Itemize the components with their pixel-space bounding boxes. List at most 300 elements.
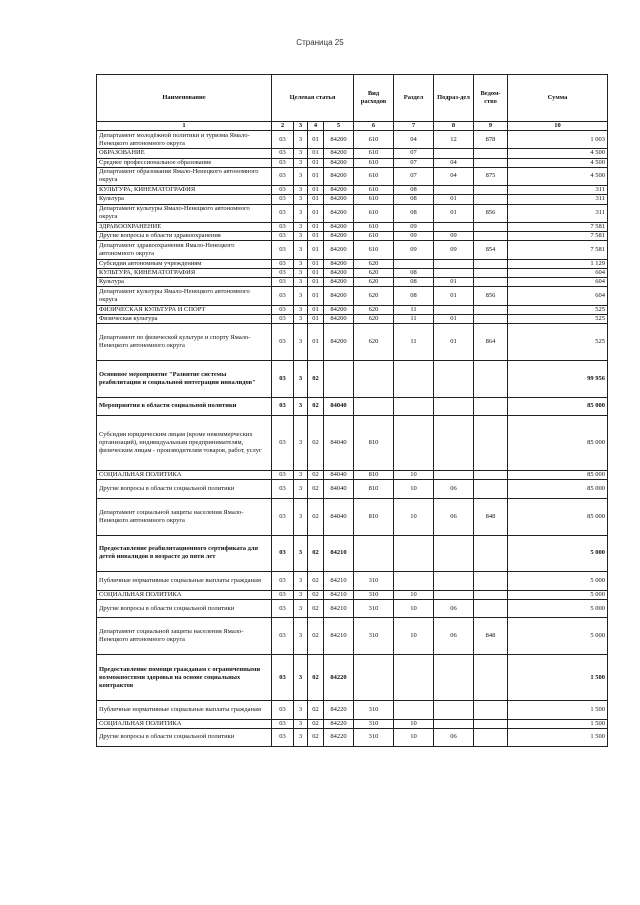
- cell-direction: 84200: [324, 158, 354, 167]
- cell-sum: 604: [508, 278, 608, 287]
- cell-direction: 84200: [324, 305, 354, 314]
- cell-department: 848: [474, 498, 508, 535]
- cell-expense-type: 620: [354, 268, 394, 277]
- cell-expense-type: 810: [354, 416, 394, 471]
- cell-department: 875: [474, 167, 508, 185]
- cell-activity: 01: [308, 204, 324, 222]
- cell-sum: 1 003: [508, 131, 608, 149]
- cell-sum: 99 956: [508, 360, 608, 397]
- cell-subprogram: 3: [294, 416, 308, 471]
- cell-program: 03: [272, 535, 294, 572]
- cell-activity: 01: [308, 158, 324, 167]
- cell-subsection: [434, 471, 474, 480]
- cell-direction: 84200: [324, 149, 354, 158]
- cell-section: [394, 416, 434, 471]
- cell-department: 856: [474, 287, 508, 305]
- cell-name: Предоставление реабилитационного сертификата для детей инвалидов в возрасте до пяти лет: [97, 535, 272, 572]
- cell-subprogram: 3: [294, 278, 308, 287]
- cell-program: 03: [272, 131, 294, 149]
- cell-subprogram: 3: [294, 599, 308, 617]
- cell-subsection: [434, 222, 474, 231]
- cell-subsection: 01: [434, 204, 474, 222]
- cell-section: 09: [394, 241, 434, 259]
- cell-sum: 525: [508, 305, 608, 314]
- cell-name: Другие вопросы в области социальной политики: [97, 599, 272, 617]
- cell-sum: 1 500: [508, 728, 608, 746]
- header-section: Раздел: [394, 75, 434, 122]
- col-number: 2: [272, 122, 294, 131]
- cell-expense-type: 610: [354, 195, 394, 204]
- cell-subprogram: 3: [294, 186, 308, 195]
- table-row: [97, 195, 608, 204]
- cell-name: Среднее профессиональное образование: [97, 158, 272, 167]
- table-row: [97, 416, 608, 471]
- cell-subsection: 06: [434, 480, 474, 498]
- cell-activity: 01: [308, 268, 324, 277]
- cell-sum: 5 000: [508, 535, 608, 572]
- cell-subprogram: 3: [294, 204, 308, 222]
- cell-direction: 84040: [324, 498, 354, 535]
- cell-section: 08: [394, 186, 434, 195]
- cell-department: [474, 305, 508, 314]
- cell-program: 03: [272, 241, 294, 259]
- cell-department: [474, 314, 508, 323]
- cell-program: 03: [272, 204, 294, 222]
- cell-subprogram: 3: [294, 728, 308, 746]
- cell-expense-type: [354, 655, 394, 701]
- col-number: 8: [434, 122, 474, 131]
- cell-program: 03: [272, 167, 294, 185]
- cell-direction: 84040: [324, 471, 354, 480]
- cell-section: [394, 572, 434, 590]
- cell-sum: 85 000: [508, 416, 608, 471]
- cell-direction: 84200: [324, 167, 354, 185]
- cell-program: 03: [272, 186, 294, 195]
- table-row: [97, 222, 608, 231]
- cell-subprogram: 3: [294, 149, 308, 158]
- table-row: [97, 259, 608, 268]
- cell-subprogram: 3: [294, 572, 308, 590]
- cell-program: 03: [272, 259, 294, 268]
- cell-name: Департамент молодёжной политики и туризма Ямало-Ненецкого автономного округа: [97, 131, 272, 149]
- cell-expense-type: 810: [354, 480, 394, 498]
- cell-sum: 85 000: [508, 471, 608, 480]
- table-row: [97, 471, 608, 480]
- cell-subprogram: 3: [294, 701, 308, 719]
- cell-expense-type: 610: [354, 186, 394, 195]
- table-row: [97, 287, 608, 305]
- cell-activity: 01: [308, 259, 324, 268]
- cell-activity: 02: [308, 618, 324, 655]
- cell-program: 03: [272, 158, 294, 167]
- cell-department: [474, 655, 508, 701]
- cell-department: 848: [474, 618, 508, 655]
- table-row: [97, 360, 608, 397]
- cell-department: [474, 278, 508, 287]
- cell-section: [394, 259, 434, 268]
- table-row: [97, 535, 608, 572]
- cell-expense-type: 620: [354, 278, 394, 287]
- table-row: [97, 149, 608, 158]
- cell-department: [474, 535, 508, 572]
- cell-name: ФИЗИЧЕСКАЯ КУЛЬТУРА И СПОРТ: [97, 305, 272, 314]
- cell-subprogram: 3: [294, 314, 308, 323]
- cell-direction: 84200: [324, 232, 354, 241]
- cell-program: 03: [272, 397, 294, 415]
- budget-table: [96, 74, 608, 747]
- cell-expense-type: 610: [354, 222, 394, 231]
- cell-name: Департамент по физической культуре и спорту Ямало-Ненецкого автономного округа: [97, 324, 272, 361]
- col-number: 4: [308, 122, 324, 131]
- cell-subprogram: 3: [294, 195, 308, 204]
- cell-program: 03: [272, 719, 294, 728]
- cell-name: Предоставление помощи гражданам с ограниченными возможностями здоровья на основе социальных контрактов: [97, 655, 272, 701]
- cell-program: 03: [272, 287, 294, 305]
- table-row: [97, 480, 608, 498]
- cell-expense-type: 610: [354, 158, 394, 167]
- cell-direction: 84200: [324, 222, 354, 231]
- cell-expense-type: 310: [354, 728, 394, 746]
- cell-direction: 84220: [324, 655, 354, 701]
- cell-name: Субсидии автономным учреждениям: [97, 259, 272, 268]
- cell-program: 03: [272, 480, 294, 498]
- cell-program: 03: [272, 324, 294, 361]
- table-row: [97, 204, 608, 222]
- cell-direction: 84210: [324, 599, 354, 617]
- cell-sum: 7 581: [508, 232, 608, 241]
- cell-name: Другие вопросы в области здравоохранения: [97, 232, 272, 241]
- cell-section: 10: [394, 719, 434, 728]
- cell-program: 03: [272, 498, 294, 535]
- cell-section: 10: [394, 618, 434, 655]
- cell-direction: 84200: [324, 314, 354, 323]
- cell-subsection: [434, 268, 474, 277]
- cell-expense-type: 610: [354, 204, 394, 222]
- table-row: [97, 268, 608, 277]
- cell-direction: 84210: [324, 535, 354, 572]
- cell-name: Департамент здравоохранения Ямало-Ненецкого автономного округа: [97, 241, 272, 259]
- cell-subprogram: 3: [294, 719, 308, 728]
- cell-expense-type: 620: [354, 324, 394, 361]
- cell-subsection: [434, 397, 474, 415]
- cell-subprogram: 3: [294, 287, 308, 305]
- cell-name: Другие вопросы в области социальной политики: [97, 480, 272, 498]
- cell-expense-type: 610: [354, 241, 394, 259]
- cell-direction: 84200: [324, 278, 354, 287]
- table-row: [97, 618, 608, 655]
- cell-subprogram: 3: [294, 158, 308, 167]
- col-number: 10: [508, 122, 608, 131]
- cell-subprogram: 3: [294, 259, 308, 268]
- cell-program: 03: [272, 618, 294, 655]
- cell-sum: 4 500: [508, 167, 608, 185]
- cell-department: 864: [474, 324, 508, 361]
- cell-department: [474, 590, 508, 599]
- cell-subsection: [434, 416, 474, 471]
- cell-name: Мероприятия в области социальной политики: [97, 397, 272, 415]
- cell-program: 03: [272, 572, 294, 590]
- cell-section: 08: [394, 268, 434, 277]
- header-sum: Сумма: [508, 75, 608, 122]
- cell-direction: 84200: [324, 259, 354, 268]
- cell-sum: 1 500: [508, 701, 608, 719]
- cell-program: 03: [272, 305, 294, 314]
- cell-subsection: [434, 305, 474, 314]
- cell-direction: 84200: [324, 131, 354, 149]
- cell-department: [474, 149, 508, 158]
- cell-department: [474, 599, 508, 617]
- cell-subprogram: 3: [294, 222, 308, 231]
- cell-department: 878: [474, 131, 508, 149]
- cell-sum: 1 500: [508, 719, 608, 728]
- cell-sum: 4 500: [508, 149, 608, 158]
- cell-department: 854: [474, 241, 508, 259]
- cell-sum: 5 000: [508, 618, 608, 655]
- cell-subprogram: 3: [294, 131, 308, 149]
- cell-expense-type: 810: [354, 471, 394, 480]
- cell-section: 08: [394, 204, 434, 222]
- cell-activity: 01: [308, 314, 324, 323]
- cell-name: Департамент культуры Ямало-Ненецкого автономного округа: [97, 287, 272, 305]
- cell-section: 10: [394, 480, 434, 498]
- cell-program: 03: [272, 149, 294, 158]
- cell-name: Департамент образования Ямало-Ненецкого автономного округа: [97, 167, 272, 185]
- cell-direction: 84200: [324, 241, 354, 259]
- cell-section: [394, 701, 434, 719]
- cell-subsection: 06: [434, 618, 474, 655]
- cell-program: 03: [272, 599, 294, 617]
- page-title: Страница 25: [296, 38, 344, 47]
- cell-expense-type: 810: [354, 498, 394, 535]
- cell-section: [394, 535, 434, 572]
- cell-name: Культура: [97, 278, 272, 287]
- cell-direction: 84220: [324, 719, 354, 728]
- table-row: [97, 314, 608, 323]
- cell-section: 11: [394, 305, 434, 314]
- cell-sum: 604: [508, 287, 608, 305]
- col-number: 7: [394, 122, 434, 131]
- cell-subsection: [434, 719, 474, 728]
- cell-subsection: 09: [434, 241, 474, 259]
- cell-department: [474, 480, 508, 498]
- cell-activity: 02: [308, 360, 324, 397]
- cell-subprogram: 3: [294, 498, 308, 535]
- cell-activity: 02: [308, 655, 324, 701]
- table-row: [97, 186, 608, 195]
- cell-program: 03: [272, 278, 294, 287]
- cell-subprogram: 3: [294, 305, 308, 314]
- cell-sum: 311: [508, 204, 608, 222]
- cell-subsection: [434, 149, 474, 158]
- cell-program: 03: [272, 590, 294, 599]
- cell-section: 10: [394, 590, 434, 599]
- header-target: Целевая статья: [272, 75, 354, 122]
- cell-department: [474, 728, 508, 746]
- table-row: [97, 599, 608, 617]
- cell-section: 07: [394, 167, 434, 185]
- cell-direction: 84200: [324, 268, 354, 277]
- cell-expense-type: 620: [354, 259, 394, 268]
- col-number: 6: [354, 122, 394, 131]
- cell-direction: 84200: [324, 204, 354, 222]
- cell-name: Департамент культуры Ямало-Ненецкого автономного округа: [97, 204, 272, 222]
- cell-sum: 85 000: [508, 498, 608, 535]
- table-row: [97, 498, 608, 535]
- cell-direction: 84210: [324, 572, 354, 590]
- column-number-row: [97, 122, 608, 131]
- cell-section: 10: [394, 498, 434, 535]
- cell-activity: 02: [308, 498, 324, 535]
- cell-program: 03: [272, 471, 294, 480]
- col-number: 9: [474, 122, 508, 131]
- cell-subsection: [434, 360, 474, 397]
- cell-department: [474, 416, 508, 471]
- cell-subsection: 01: [434, 195, 474, 204]
- cell-subsection: [434, 186, 474, 195]
- cell-direction: 84210: [324, 590, 354, 599]
- cell-subsection: 09: [434, 232, 474, 241]
- cell-program: 03: [272, 222, 294, 231]
- cell-activity: 02: [308, 719, 324, 728]
- cell-sum: 5 000: [508, 590, 608, 599]
- cell-subprogram: 3: [294, 480, 308, 498]
- cell-activity: 01: [308, 241, 324, 259]
- cell-activity: 01: [308, 305, 324, 314]
- cell-program: 03: [272, 655, 294, 701]
- table-row: [97, 324, 608, 361]
- cell-expense-type: 310: [354, 701, 394, 719]
- cell-direction: [324, 360, 354, 397]
- cell-department: [474, 222, 508, 231]
- cell-activity: 02: [308, 471, 324, 480]
- cell-activity: 02: [308, 599, 324, 617]
- cell-subprogram: 3: [294, 268, 308, 277]
- table-body: [97, 131, 608, 747]
- cell-direction: 84220: [324, 728, 354, 746]
- cell-name: СОЦИАЛЬНАЯ ПОЛИТИКА: [97, 719, 272, 728]
- cell-name: Физическая культура: [97, 314, 272, 323]
- cell-subprogram: 3: [294, 232, 308, 241]
- cell-subprogram: 3: [294, 167, 308, 185]
- cell-direction: 84200: [324, 324, 354, 361]
- cell-name: ЗДРАВООХРАНЕНИЕ: [97, 222, 272, 231]
- cell-activity: 02: [308, 590, 324, 599]
- cell-subsection: 01: [434, 278, 474, 287]
- cell-name: Культура: [97, 195, 272, 204]
- cell-expense-type: 620: [354, 305, 394, 314]
- table-row: [97, 572, 608, 590]
- cell-program: 03: [272, 416, 294, 471]
- table-row: [97, 655, 608, 701]
- cell-sum: 5 000: [508, 572, 608, 590]
- table-row: [97, 241, 608, 259]
- header-exp-type: Вид расходов: [354, 75, 394, 122]
- cell-section: 08: [394, 287, 434, 305]
- cell-activity: 02: [308, 701, 324, 719]
- cell-expense-type: 310: [354, 572, 394, 590]
- cell-subsection: [434, 655, 474, 701]
- cell-department: [474, 719, 508, 728]
- cell-subsection: [434, 572, 474, 590]
- cell-expense-type: 610: [354, 232, 394, 241]
- cell-subprogram: 3: [294, 397, 308, 415]
- col-number: 1: [97, 122, 272, 131]
- cell-direction: 84220: [324, 701, 354, 719]
- cell-direction: 84200: [324, 186, 354, 195]
- table-row: [97, 278, 608, 287]
- cell-department: [474, 195, 508, 204]
- cell-expense-type: 310: [354, 719, 394, 728]
- cell-sum: 85 000: [508, 480, 608, 498]
- col-number: 5: [324, 122, 354, 131]
- cell-activity: 01: [308, 287, 324, 305]
- cell-direction: 84040: [324, 416, 354, 471]
- cell-department: [474, 701, 508, 719]
- cell-expense-type: 310: [354, 590, 394, 599]
- cell-sum: 85 000: [508, 397, 608, 415]
- table-row: [97, 701, 608, 719]
- cell-activity: 01: [308, 232, 324, 241]
- cell-direction: 84200: [324, 287, 354, 305]
- cell-sum: 5 000: [508, 599, 608, 617]
- cell-section: [394, 397, 434, 415]
- cell-expense-type: [354, 397, 394, 415]
- cell-program: 03: [272, 728, 294, 746]
- cell-subprogram: 3: [294, 360, 308, 397]
- cell-section: 10: [394, 471, 434, 480]
- cell-subprogram: 3: [294, 241, 308, 259]
- cell-section: 11: [394, 324, 434, 361]
- cell-program: 03: [272, 314, 294, 323]
- cell-name: Департамент социальной защиты населения Ямало-Ненецкого автономного округа: [97, 618, 272, 655]
- cell-sum: 1 500: [508, 655, 608, 701]
- cell-direction: 84040: [324, 397, 354, 415]
- cell-activity: 01: [308, 222, 324, 231]
- cell-section: 10: [394, 728, 434, 746]
- cell-department: [474, 158, 508, 167]
- cell-section: 07: [394, 158, 434, 167]
- cell-department: [474, 268, 508, 277]
- cell-department: [474, 572, 508, 590]
- cell-subprogram: 3: [294, 471, 308, 480]
- cell-sum: 604: [508, 268, 608, 277]
- cell-subsection: 06: [434, 599, 474, 617]
- cell-program: 03: [272, 360, 294, 397]
- cell-activity: 01: [308, 278, 324, 287]
- cell-sum: 311: [508, 195, 608, 204]
- table-row: [97, 158, 608, 167]
- cell-subprogram: 3: [294, 618, 308, 655]
- table-header-row: [97, 75, 608, 122]
- cell-activity: 02: [308, 535, 324, 572]
- cell-expense-type: 310: [354, 618, 394, 655]
- cell-section: [394, 655, 434, 701]
- table-row: [97, 397, 608, 415]
- cell-direction: 84210: [324, 618, 354, 655]
- table-row: [97, 305, 608, 314]
- cell-direction: 84040: [324, 480, 354, 498]
- cell-subsection: [434, 259, 474, 268]
- col-number: 3: [294, 122, 308, 131]
- cell-expense-type: 620: [354, 314, 394, 323]
- cell-section: 04: [394, 131, 434, 149]
- table-row: [97, 728, 608, 746]
- cell-section: 09: [394, 232, 434, 241]
- cell-activity: 02: [308, 480, 324, 498]
- cell-activity: 01: [308, 324, 324, 361]
- cell-expense-type: 310: [354, 599, 394, 617]
- cell-section: 08: [394, 278, 434, 287]
